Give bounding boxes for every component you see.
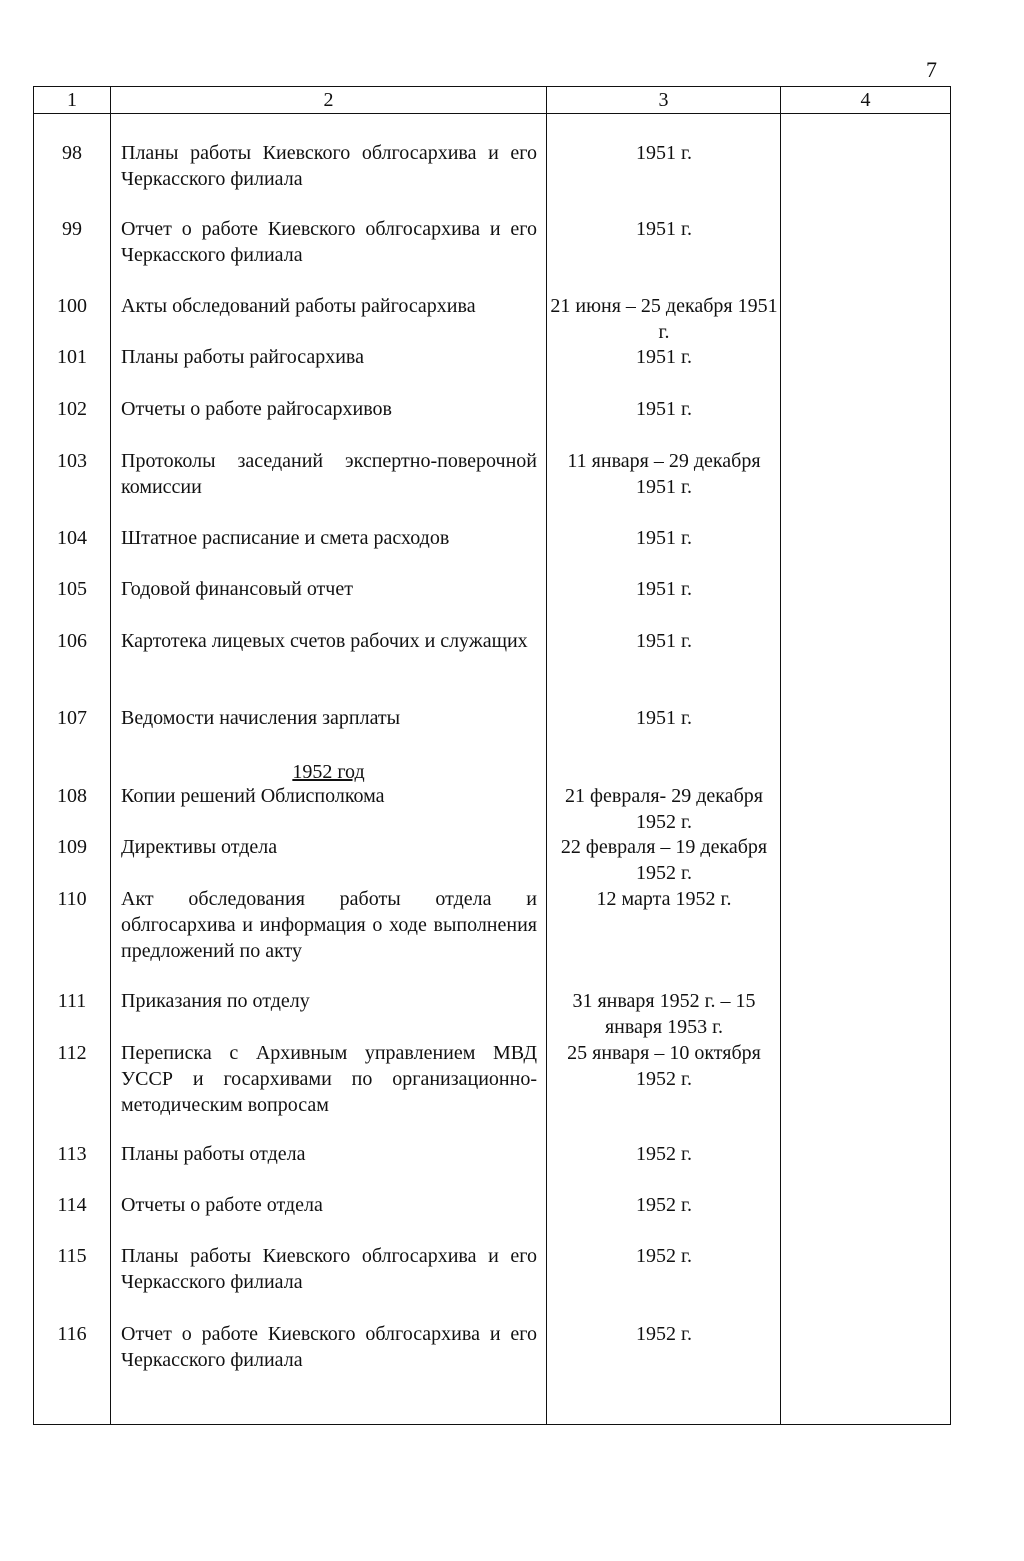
row-title: Копии решений Облисполкома bbox=[121, 785, 385, 807]
row-title: Ведомости начисления зарплаты bbox=[121, 707, 401, 729]
row-date: 21 июня – 25 декабря 1951 г. bbox=[550, 295, 778, 343]
row-date: 1952 г. bbox=[636, 1143, 692, 1165]
row-title: Протоколы заседаний экспертно-поверочной комиссии bbox=[121, 450, 537, 498]
row-title: Переписка с Архивным управлением МВД УССР и госархивами по организационно-методическим вопросам bbox=[121, 1042, 537, 1116]
row-title: Отчет о работе Киевского облгосархива и его Черкасского филиала bbox=[121, 1323, 537, 1371]
row-date: 1951 г. bbox=[636, 578, 692, 600]
row-number: 107 bbox=[57, 707, 87, 729]
row-date: 1951 г. bbox=[636, 218, 692, 240]
row-number: 98 bbox=[62, 142, 82, 164]
row-title: Отчет о работе Киевского облгосархива и его Черкасского филиала bbox=[121, 218, 537, 266]
archive-inventory-table bbox=[33, 86, 951, 1425]
row-number: 111 bbox=[57, 990, 87, 1012]
row-number: 113 bbox=[57, 1143, 87, 1165]
row-title: Директивы отдела bbox=[121, 836, 278, 858]
row-date: 1951 г. bbox=[636, 707, 692, 729]
row-number: 99 bbox=[62, 218, 82, 240]
row-number: 102 bbox=[57, 398, 87, 420]
row-title: Планы работы Киевского облгосархива и его Черкасского филиала bbox=[121, 142, 537, 190]
header-col-2: 2 bbox=[323, 89, 334, 111]
row-title: Отчеты о работе отдела bbox=[121, 1194, 323, 1216]
row-title: Планы работы отдела bbox=[121, 1143, 306, 1165]
page-number: 7 bbox=[926, 57, 937, 82]
column-divider bbox=[110, 87, 111, 1424]
row-number: 116 bbox=[57, 1323, 87, 1345]
row-number: 106 bbox=[57, 630, 87, 652]
row-title: Планы работы Киевского облгосархива и его Черкасского филиала bbox=[121, 1245, 537, 1293]
row-number: 104 bbox=[57, 527, 87, 549]
column-divider bbox=[780, 87, 781, 1424]
row-date: 12 марта 1952 г. bbox=[596, 888, 732, 910]
row-date: 31 января 1952 г. – 15 января 1953 г. bbox=[572, 990, 756, 1038]
row-date: 25 января – 10 октября 1952 г. bbox=[567, 1042, 761, 1090]
row-title: Акт обследования работы отдела и облгосархива и информация о ходе выполнения предложений по акту bbox=[121, 888, 537, 962]
row-number: 105 bbox=[57, 578, 87, 600]
row-title: Отчеты о работе райгосархивов bbox=[121, 398, 392, 420]
row-date: 1952 г. bbox=[636, 1323, 692, 1345]
row-date: 1951 г. bbox=[636, 142, 692, 164]
header-divider bbox=[34, 113, 950, 114]
row-date: 22 февраля – 19 декабря 1952 г. bbox=[560, 836, 768, 884]
row-date: 1952 г. bbox=[636, 1194, 692, 1216]
column-divider bbox=[546, 87, 547, 1424]
row-title: Акты обследований работы райгосархива bbox=[121, 295, 476, 317]
row-number: 109 bbox=[57, 836, 87, 858]
row-number: 100 bbox=[57, 295, 87, 317]
year-heading: 1952 год bbox=[292, 761, 365, 783]
row-title: Приказания по отделу bbox=[121, 990, 310, 1012]
row-date: 1951 г. bbox=[636, 346, 692, 368]
header-col-1: 1 bbox=[67, 89, 77, 111]
row-title: Штатное расписание и смета расходов bbox=[121, 527, 450, 549]
row-number: 103 bbox=[57, 450, 87, 472]
row-date: 1951 г. bbox=[636, 630, 692, 652]
header-col-3: 3 bbox=[658, 89, 669, 111]
row-date: 21 февраля- 29 декабря 1952 г. bbox=[565, 785, 763, 833]
row-number: 108 bbox=[57, 785, 87, 807]
row-number: 115 bbox=[57, 1245, 87, 1267]
row-date: 11 января – 29 декабря 1951 г. bbox=[567, 450, 761, 498]
row-number: 110 bbox=[57, 888, 87, 910]
row-number: 114 bbox=[57, 1194, 87, 1216]
row-title: Годовой финансовый отчет bbox=[121, 578, 353, 600]
row-number: 112 bbox=[57, 1042, 87, 1064]
row-title: Картотека лицевых счетов рабочих и служащих bbox=[121, 630, 528, 652]
row-title: Планы работы райгосархива bbox=[121, 346, 364, 368]
row-number: 101 bbox=[57, 346, 87, 368]
row-date: 1951 г. bbox=[636, 527, 692, 549]
row-date: 1952 г. bbox=[636, 1245, 692, 1267]
header-col-4: 4 bbox=[860, 89, 871, 111]
row-date: 1951 г. bbox=[636, 398, 692, 420]
